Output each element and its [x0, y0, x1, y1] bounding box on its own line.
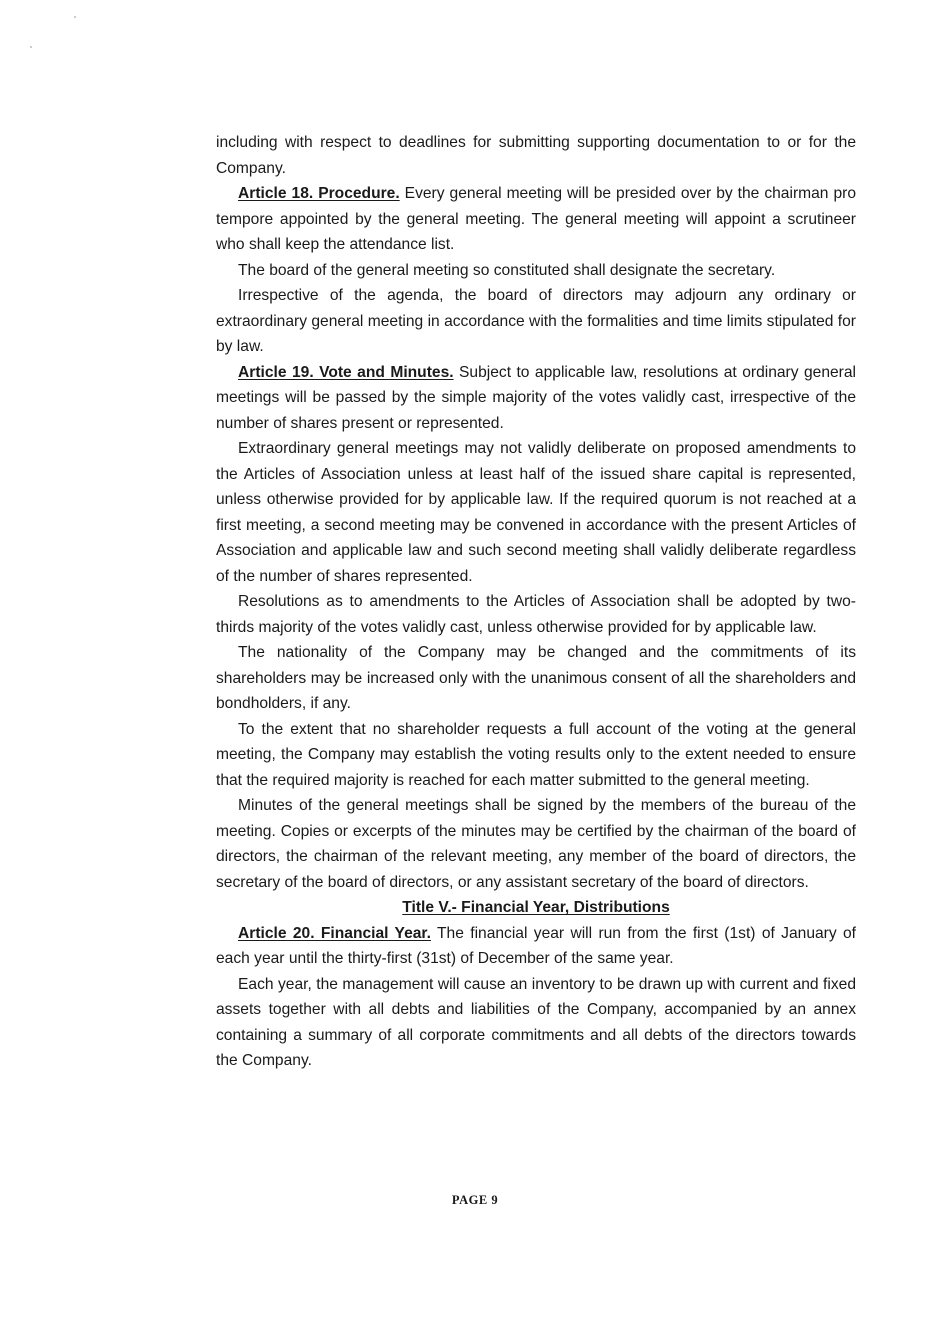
paragraph [216, 436, 856, 589]
paragraph-text: Each year, the management will cause an inventory to be drawn up with current and fixed assets together with all debts and liabilities of the Company, accompanied by an annex containing a summary of all corporate commitments and all debts of the directors towards the Company. [216, 975, 856, 1069]
paragraph-text: including with respect to deadlines for submitting supporting documentation to or for the Company. [216, 134, 856, 177]
article-heading: Article 20. Financial Year. [238, 924, 431, 942]
paragraph [216, 640, 856, 717]
paragraph [216, 921, 856, 972]
page-number: PAGE 9 [451, 1193, 499, 1207]
paragraph [216, 589, 856, 640]
paragraph-text: Every general meeting will be presided over by the chairman pro tempore appointed by the general meeting. The general meeting will appoint a scrutineer who shall keep the attendance list. [216, 185, 857, 253]
paragraph [216, 793, 856, 895]
paragraph-text: Extraordinary general meetings may not validly deliberate on proposed amendments to the Articles of Association unless at least half of the issued share capital is represented, unless otherwise provided for by applicable law. If the required quorum is not reached at a first meeting, a second meeting may be convened in accordance with the present Articles of Association and applicable law and such second meeting shall validly deliberate regardless of the number of shares represented. [216, 440, 856, 585]
scan-speck [30, 46, 32, 48]
paragraph-text: The board of the general meeting so constituted shall designate the secretary. [238, 261, 776, 279]
paragraph-text: Resolutions as to amendments to the Articles of Association shall be adopted by two-thirds majority of the votes validly cast, unless otherwise provided for by applicable law. [216, 593, 856, 636]
paragraph-text: The financial year will run from the first (1st) of January of each year until the thirty-first (31st) of December of the same year. [216, 924, 856, 967]
paragraph-text: To the extent that no shareholder requests a full account of the voting at the general meeting, the Company may establish the voting results only to the extent needed to ensure that the required majority is reached for each matter submitted to the general meeting. [216, 720, 856, 789]
paragraph-text: Subject to applicable law, resolutions at ordinary general meetings will be passed by the simple majority of the votes validly cast, irrespective of the number of shares present or represented. [216, 363, 856, 432]
article-heading: Article 19. Vote and Minutes. [238, 363, 454, 381]
paragraph [216, 181, 856, 258]
article-heading: Article 18. Procedure. [238, 185, 400, 202]
paragraph [216, 717, 856, 794]
paragraph-text: The nationality of the Company may be changed and the commitments of its shareholders may be increased only with the unanimous consent of all the shareholders and bondholders, if any. [216, 644, 856, 712]
scan-speck [74, 16, 76, 18]
paragraph [216, 258, 856, 284]
paragraph-text: Minutes of the general meetings shall be signed by the members of the bureau of the meeting. Copies or excerpts of the minutes may be certified by the chairman of the board of directors, the chairman of the relevant meeting, any member of the board of directors, the secretary of the board of directors, or any assistant secretary of the board of directors. [216, 797, 856, 891]
paragraph [216, 360, 856, 437]
paragraph [216, 130, 856, 181]
paragraph [216, 283, 856, 360]
paragraph-text: Irrespective of the agenda, the board of directors may adjourn any ordinary or extraordinary general meeting in accordance with the formalities and time limits stipulated for by law. [216, 287, 856, 355]
section-title: Title V.- Financial Year, Distributions [402, 899, 670, 916]
paragraph [216, 972, 856, 1074]
document-body [216, 130, 856, 1074]
